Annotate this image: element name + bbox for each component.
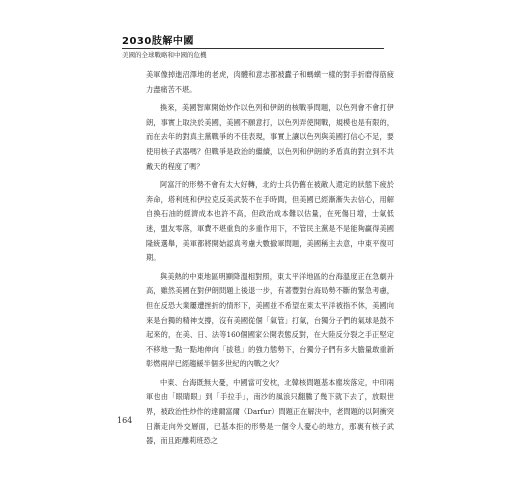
paragraph: 阿富汗的形勢不會有太大好轉，北約士兵仍舊在被敵人還定的狀態下疲於奔命，塔利班和伊拉克反美武裝不在手時間，但美國已經漸漸失去信心，用解自換石油的經濟成本也許不高，但政治成本難以估量，在死傷日增，士氣低迷，盟友零落，軍費不堪重負的多重作用下，不管民主黨是不是能夠贏得美國隆統選舉，美軍都將開始認真考慮大數撤軍問題，美國稱主去意，中東平復可期。 (146, 180, 394, 263)
running-header (122, 32, 194, 47)
book-subtitle: 美國的全球戰略和中國的危機 (122, 51, 207, 59)
paragraph: 中東、台海既無大憂，中國當可安枕，北韓核問題基本塵埃落定，中印兩軍也由「眼睛眼」到「手拉手」，南沙的風浪只翻騰了幾下就下去了，放眼世界，被政治性炒作的達爾富爾（Darfur）問題正在解決中，老問題的以阿衝突日漸走向外交層面，已基本拒的形勢是一個令人憂心的地方，那裏有核子武器，而且距離莉班恐之 (146, 377, 394, 446)
page-number: 164 (117, 416, 133, 425)
paragraph: 換來，美國智庫開始炒作以色列和伊朗的核戰爭問題，以色列會不會打伊朗，事實上取決於美國，美國不願意打，以色列弄使開戰，規模也是有限的，而在去年的對真主黨戰爭的不佳表現，事實上讓以色列與美國打信心不足，要使用核子武器嗎？但戰爭是政治的繼續，以色列和伊朗的矛盾真的對立到不共戴天的程度了嗎？ (146, 103, 394, 171)
body-text (146, 68, 394, 449)
paragraph: 美軍像掉進沼澤地的老虎，肉體和意志都被蠹子和螞蟥一樣的對手折磨得筋疲力盡痛苦不堪。 (146, 70, 394, 94)
paragraph: 與美熱的中東地區明顯降溫相對照，東太平洋地區的台海溫度正在急劇升高，雖然美國在對伊朗問題上後退一步，有著豐對台海局勢不斷的緊急考慮，但在反恐大業屢遭挫折的情形下，美國並不希望在東太平洋被指不休，美國向來是台獨的精神支撐，沒有美國從個「氣管」打氣，台獨分子們的氣球是鼓不起來的，在美、日、法等160個國家公開表態反對，在大陸反分裂之手正堅定不移地一點一點地伸向「拔毯」的強力態勢下，台獨分子們有多大膽量敢重新彰燃兩岸已經趨緩半個多世紀的內戰之火？ (146, 271, 394, 369)
book-title: 2030肢解中國 (122, 36, 194, 47)
header-rule (122, 48, 384, 49)
